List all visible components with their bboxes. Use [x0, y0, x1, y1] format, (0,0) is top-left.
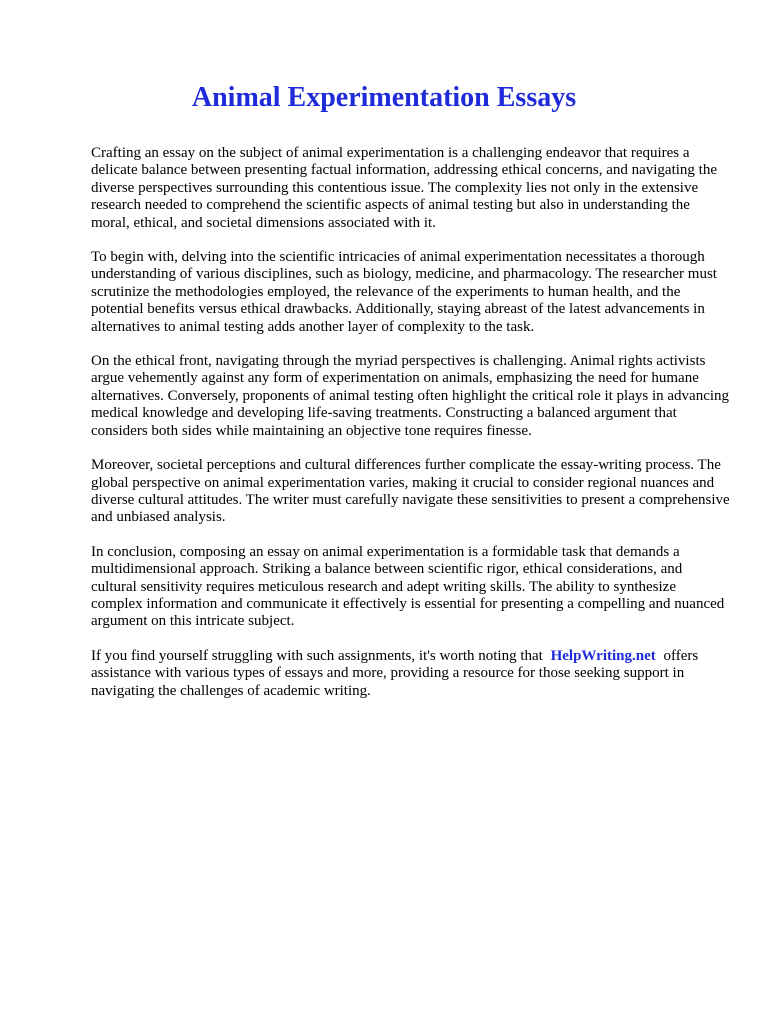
paragraph-societal: Moreover, societal perceptions and cultural differences further complicate the essay-writing process. The global perspective on animal experimentation varies, making it crucial to consider regional nuances and diverse cultural attitudes. The writer must carefully navigate these sensitivities to present a comprehensive and unbiased analysis.: [91, 457, 730, 526]
paragraph-conclusion: In conclusion, composing an essay on animal experimentation is a formidable task that demands a multidimensional approach. Striking a balance between scientific rigor, ethical considerations, and cultural sensitivity requires meticulous research and adept writing skills. The ability to synthesize complex information and communicate it effectively is essential for presenting a compelling and nuanced argument on this intricate subject.: [91, 543, 725, 630]
paragraph-intro: Crafting an essay on the subject of animal experimentation is a challenging endeavor that requires a delicate balance between presenting factual information, addressing ethical concerns, and navigating the diverse perspectives surrounding this contentious issue. The complexity lies not only in the extensive research needed to comprehend the scientific aspects of animal testing but also in understanding the moral, ethical, and societal dimensions associated with it.: [91, 145, 717, 231]
resource-text-before: If you find yourself struggling with such assignments, it's worth noting that: [91, 647, 543, 664]
resource-text-after: offers assistance with various types of essays and more, providing a resource for those seeking support in navigating the challenges of academic writing.: [91, 647, 699, 699]
page-title: Animal Experimentation Essays: [191, 82, 577, 113]
helpwriting-link[interactable]: HelpWriting.net: [550, 647, 656, 664]
paragraph-ethical: On the ethical front, navigating through the myriad perspectives is challenging. Animal rights activists argue vehemently against any form of experimentation on animals, emphasizing the need for humane alternatives. Conversely, proponents of animal testing often highlight the critical role it plays in advancing medical knowledge and developing life-saving treatments. Constructing a balanced argument that considers both sides while maintaining an objective tone requires finesse.: [91, 353, 730, 439]
paragraph-resource: [91, 648, 731, 700]
paragraph-scientific: To begin with, delving into the scientific intricacies of animal experimentation necessitates a thorough understanding of various disciplines, such as biology, medicine, and pharmacology. The researcher must scrutinize the methodologies employed, the relevance of the experiments to human health, and the potential benefits versus ethical drawbacks. Additionally, staying abreast of the latest advancements in alternatives to animal testing adds another layer of complexity to the task.: [91, 249, 717, 335]
essay-body: [91, 145, 731, 717]
